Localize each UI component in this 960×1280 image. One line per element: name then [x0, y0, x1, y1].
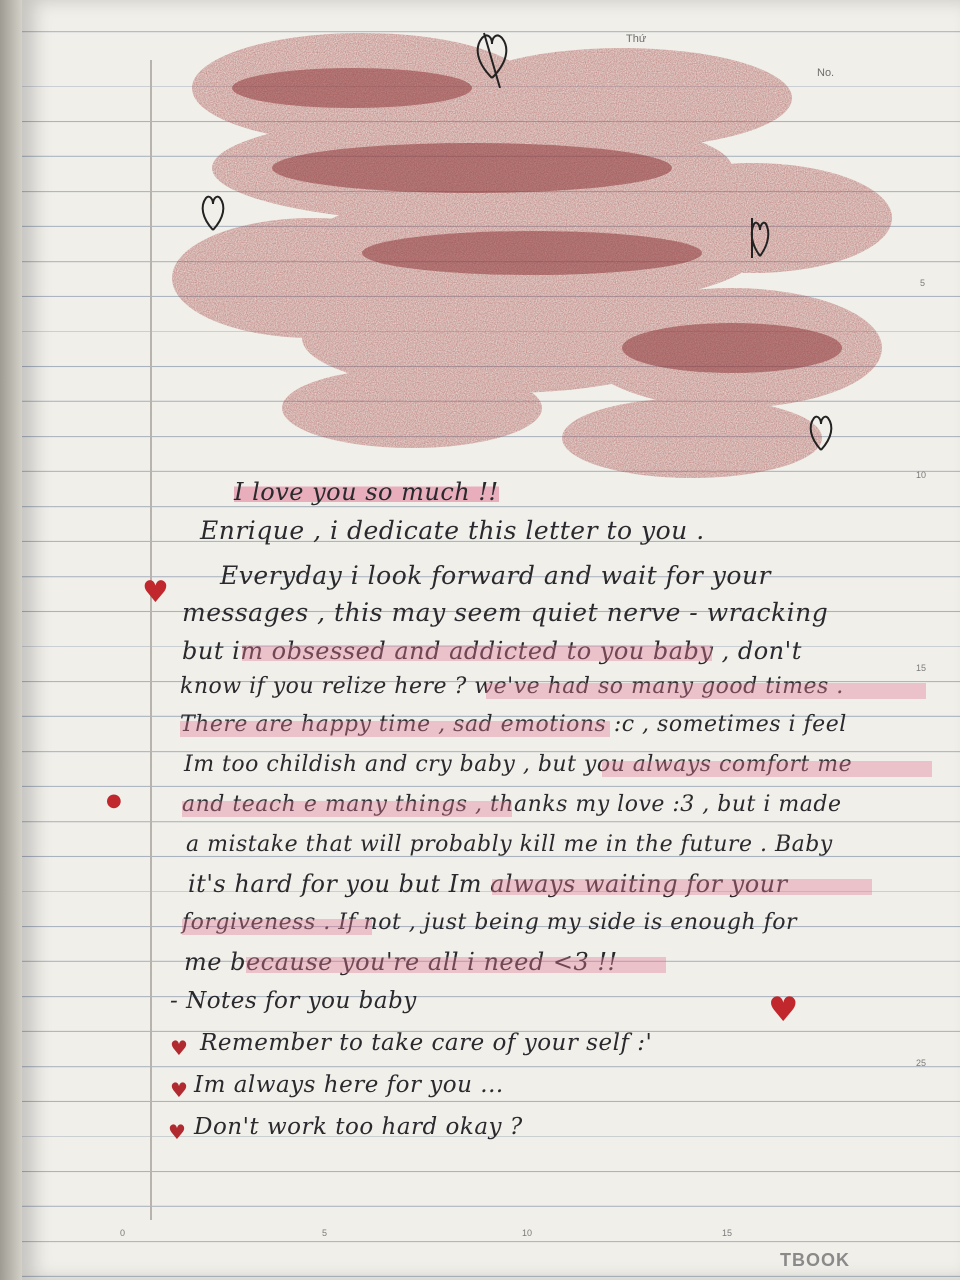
highlight-mark [182, 801, 512, 817]
letter-line: messages , this may seem quiet nerve - wracking [182, 598, 829, 627]
letter-line: There are happy time , sad emotions :c , sometimes i feel [180, 712, 847, 737]
heart-outline-icon [472, 28, 512, 88]
highlight-mark [602, 761, 932, 777]
heart-outline-icon [198, 192, 228, 236]
ruler-bottom-5: 5 [322, 1228, 328, 1238]
heart-bullet-icon: ♥ [170, 1036, 188, 1060]
letter-line: forgiveness . If not , just being my side is enough for [182, 910, 798, 935]
ruler-bottom-0: 0 [120, 1228, 126, 1238]
note-item: Im always here for you ... [194, 1072, 504, 1098]
heart-outline-icon [748, 218, 772, 262]
note-item: Don't work too hard okay ? [194, 1114, 523, 1140]
letter-line: but im obsessed and addicted to you baby , don't [182, 637, 802, 665]
ruler-right-15: 15 [916, 663, 927, 673]
letter-line: know if you relize here ? we've had so many good times . [180, 674, 844, 699]
heart-filled-icon: ♥ [768, 990, 799, 1030]
letter-line: it's hard for you but Im always waiting for your [188, 870, 788, 898]
letter-line: Im too childish and cry baby , but you always comfort me [184, 752, 853, 777]
lipstick-kiss-marks [172, 18, 912, 508]
heart-outline-icon [806, 412, 836, 454]
heart-filled-icon: ♥ [142, 575, 169, 610]
header-thu-label: Thứ [626, 33, 647, 45]
heart-bullet-icon: ♥ [170, 1078, 188, 1102]
letter-line: Enrique , i dedicate this letter to you . [200, 516, 705, 545]
letter-title: I love you so much !! [234, 478, 499, 506]
notebook-page [22, 0, 960, 1280]
highlight-mark [182, 919, 372, 935]
ruler-right-5: 5 [920, 278, 926, 288]
ruler-right-25: 25 [916, 1058, 927, 1068]
highlight-mark [246, 957, 666, 973]
letter-line: me because you're all i need <3 !! [184, 948, 618, 976]
highlight-mark [492, 879, 872, 895]
brand-logo: TBOOK [780, 1250, 850, 1270]
note-item: Remember to take care of your self :' [200, 1030, 653, 1056]
heart-bullet-icon: ♥ [168, 1120, 186, 1144]
highlight-mark [242, 645, 712, 661]
highlight-mark [180, 721, 610, 737]
ruler-bottom-10: 10 [522, 1228, 533, 1238]
header-no-label: No. [817, 67, 835, 79]
notes-title: - Notes for you baby [170, 988, 417, 1014]
letter-line: a mistake that will probably kill me in the future . Baby [186, 832, 833, 857]
letter-line: Everyday i look forward and wait for your [220, 561, 771, 590]
margin-line [150, 60, 152, 1220]
highlight-mark [486, 683, 926, 699]
red-dot-mark: ● [106, 790, 122, 811]
letter-line: and teach e many things , thanks my love :3 , but i made [182, 792, 842, 817]
ruler-right-10: 10 [916, 470, 927, 480]
ruler-bottom-15: 15 [722, 1228, 733, 1238]
notebook-binding [0, 0, 22, 1280]
